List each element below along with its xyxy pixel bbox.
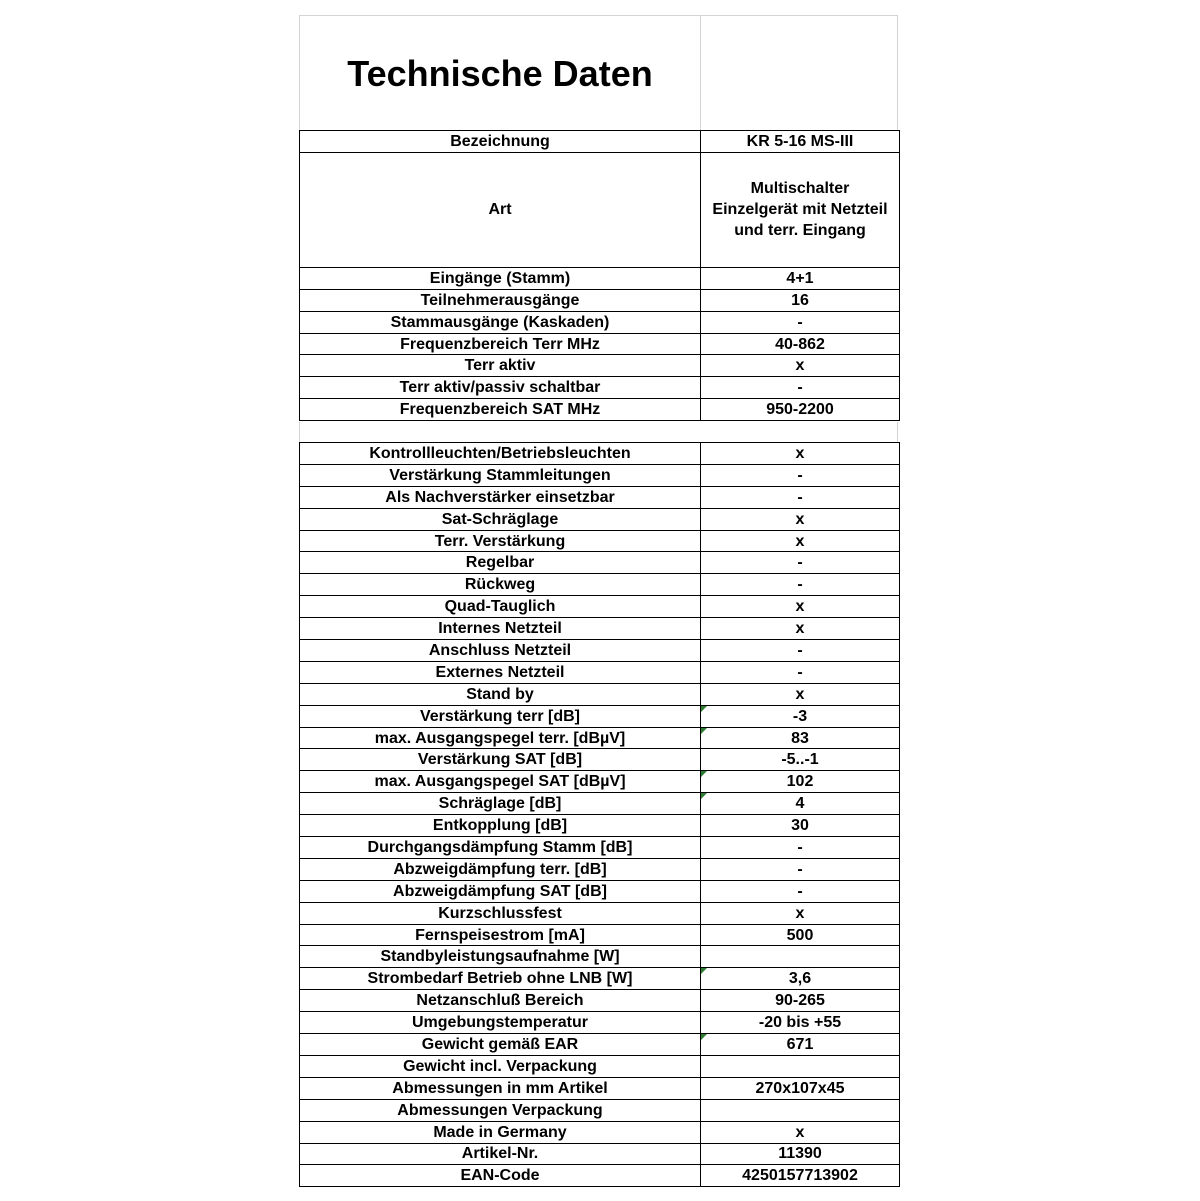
spec-value — [701, 1077, 900, 1099]
spec-label: Als Nachverstärker einsetzbar — [300, 486, 701, 508]
spec-value — [701, 618, 900, 640]
table-row — [300, 661, 900, 683]
spec-label: Netzanschluß Bereich — [300, 990, 701, 1012]
spec-value-text: 102 — [786, 773, 814, 791]
spec-label: Terr aktiv — [300, 355, 701, 377]
table-row — [300, 486, 900, 508]
spec-value-text: -3 — [792, 707, 808, 725]
table-row — [300, 355, 900, 377]
spec-label: Entkopplung [dB] — [300, 815, 701, 837]
spec-value-text: 4 — [795, 795, 805, 813]
spec-value — [701, 858, 900, 880]
spec-value — [701, 443, 900, 465]
spec-label: Terr. Verstärkung — [300, 530, 701, 552]
spec-value-text: 4250157713902 — [742, 1167, 858, 1185]
spec-label: Internes Netzteil — [300, 618, 701, 640]
spec-value-text: - — [797, 641, 803, 659]
spec-value-text: 90-265 — [775, 992, 825, 1010]
spec-value-text: x — [795, 1123, 805, 1141]
spec-value-text: - — [797, 882, 803, 900]
spec-value — [701, 574, 900, 596]
spec-value-text: 11390 — [778, 1145, 822, 1163]
table-row — [300, 508, 900, 530]
table-row — [300, 968, 900, 990]
spec-value-text: 40-862 — [775, 335, 825, 353]
spec-label: Terr aktiv/passiv schaltbar — [300, 377, 701, 399]
table-row-header — [300, 131, 900, 153]
spec-label: EAN-Code — [300, 1165, 701, 1187]
art-value-line: Einzelgerät mit Netzteil — [712, 201, 888, 219]
spec-value — [701, 924, 900, 946]
spec-value-text: 4+1 — [786, 269, 814, 287]
table-row — [300, 1055, 900, 1077]
spec-value-text: - — [797, 838, 803, 856]
spec-value — [701, 661, 900, 683]
table-row — [300, 749, 900, 771]
spec-value-text: 30 — [791, 817, 809, 835]
spec-value — [701, 311, 900, 333]
spec-value-text: x — [795, 532, 805, 550]
art-value-line: und terr. Eingang — [734, 222, 866, 240]
spec-label: Durchgangsdämpfung Stamm [dB] — [300, 837, 701, 859]
spec-label: Frequenzbereich SAT MHz — [300, 399, 701, 421]
spec-value-text: - — [797, 554, 803, 572]
spec-value — [701, 793, 900, 815]
comment-marker-icon — [701, 771, 707, 777]
comment-marker-icon — [701, 1034, 707, 1040]
spec-value — [701, 749, 900, 771]
spec-value-text: x — [795, 685, 805, 703]
spec-value — [701, 771, 900, 793]
spec-label: Made in Germany — [300, 1121, 701, 1143]
table-row — [300, 683, 900, 705]
title-empty-cell — [700, 16, 898, 132]
spec-value-text: 270x107x45 — [755, 1079, 845, 1097]
spec-value-text: - — [797, 379, 803, 397]
spec-value — [701, 990, 900, 1012]
spec-value — [701, 508, 900, 530]
table-row — [300, 1121, 900, 1143]
spec-value — [701, 640, 900, 662]
table-row — [300, 1077, 900, 1099]
table-row — [300, 1034, 900, 1056]
table-row — [300, 815, 900, 837]
spec-table-top — [299, 130, 900, 421]
spec-value — [701, 1012, 900, 1034]
spec-value — [701, 968, 900, 990]
spec-value — [701, 1099, 900, 1121]
spec-value — [701, 837, 900, 859]
spec-value — [701, 946, 900, 968]
spec-value — [701, 1055, 900, 1077]
spec-table-bottom — [299, 442, 900, 1187]
spec-label: Rückweg — [300, 574, 701, 596]
table-row — [300, 333, 900, 355]
spec-label: Eingänge (Stamm) — [300, 267, 701, 289]
spec-value — [701, 552, 900, 574]
spec-value-text: 83 — [791, 729, 809, 747]
table-row — [300, 530, 900, 552]
spec-label: Abmessungen Verpackung — [300, 1099, 701, 1121]
spec-value — [701, 1034, 900, 1056]
spec-label: Strombedarf Betrieb ohne LNB [W] — [300, 968, 701, 990]
spec-value — [701, 1143, 900, 1165]
spec-value — [701, 333, 900, 355]
spec-value-text: - — [797, 313, 803, 331]
art-value-line: Multischalter — [750, 180, 850, 198]
table-row — [300, 837, 900, 859]
spec-value — [701, 880, 900, 902]
spec-label: Stand by — [300, 683, 701, 705]
spec-value-text: x — [795, 620, 805, 638]
spec-value-text: 671 — [786, 1035, 814, 1053]
spec-label: Abzweigdämpfung SAT [dB] — [300, 880, 701, 902]
spec-value-text: -5..-1 — [781, 751, 819, 769]
table-gap — [299, 422, 898, 443]
spec-label: Abzweigdämpfung terr. [dB] — [300, 858, 701, 880]
comment-marker-icon — [701, 793, 707, 799]
spec-value — [701, 399, 900, 421]
spec-value-text: x — [795, 598, 805, 616]
spec-value-text: - — [797, 466, 803, 484]
spec-label: Regelbar — [300, 552, 701, 574]
header-label: Bezeichnung — [300, 131, 701, 153]
spec-value — [701, 705, 900, 727]
spec-value — [701, 530, 900, 552]
spec-label: max. Ausgangspegel SAT [dBµV] — [300, 771, 701, 793]
spec-label: Frequenzbereich Terr MHz — [300, 333, 701, 355]
spec-value — [701, 267, 900, 289]
spec-value — [701, 1165, 900, 1187]
spec-value-text: - — [797, 576, 803, 594]
table-row — [300, 267, 900, 289]
spec-label: Quad-Tauglich — [300, 596, 701, 618]
spec-value — [701, 1121, 900, 1143]
spec-value — [701, 902, 900, 924]
table-row — [300, 289, 900, 311]
spec-value — [701, 815, 900, 837]
spec-value-text: x — [795, 357, 805, 375]
spec-value — [701, 727, 900, 749]
comment-marker-icon — [701, 728, 707, 734]
title-row — [299, 15, 898, 131]
spec-label: Anschluss Netzteil — [300, 640, 701, 662]
table-row — [300, 640, 900, 662]
header-value: KR 5-16 MS-III — [701, 131, 900, 153]
table-row — [300, 399, 900, 421]
table-row — [300, 727, 900, 749]
table-row-art — [300, 152, 900, 267]
spec-value-text: x — [795, 510, 805, 528]
spec-label: Externes Netzteil — [300, 661, 701, 683]
spec-label: Teilnehmerausgänge — [300, 289, 701, 311]
spec-label: Fernspeisestrom [mA] — [300, 924, 701, 946]
table-row — [300, 924, 900, 946]
table-row — [300, 771, 900, 793]
spec-value-text: x — [795, 444, 805, 462]
table-row — [300, 443, 900, 465]
spec-value — [701, 683, 900, 705]
table-row — [300, 946, 900, 968]
table-row — [300, 990, 900, 1012]
spec-label: Abmessungen in mm Artikel — [300, 1077, 701, 1099]
art-value — [701, 152, 900, 267]
table-row — [300, 377, 900, 399]
spec-value-text: - — [797, 663, 803, 681]
table-row — [300, 705, 900, 727]
spec-value-text: 3,6 — [788, 970, 812, 988]
spec-label: Schräglage [dB] — [300, 793, 701, 815]
art-label: Art — [300, 152, 701, 267]
spec-value — [701, 355, 900, 377]
spec-value-text: 500 — [786, 926, 814, 944]
table-row — [300, 1165, 900, 1187]
spec-label: Stammausgänge (Kaskaden) — [300, 311, 701, 333]
spec-value-text: 16 — [791, 291, 809, 309]
spec-label: Kurzschlussfest — [300, 902, 701, 924]
table-row — [300, 902, 900, 924]
spec-value-text: x — [795, 904, 805, 922]
table-row — [300, 1143, 900, 1165]
spec-value-text: 950-2200 — [766, 401, 834, 419]
spec-value — [701, 464, 900, 486]
spec-value-text: - — [797, 488, 803, 506]
spec-label: Umgebungstemperatur — [300, 1012, 701, 1034]
spec-label: Gewicht gemäß EAR — [300, 1034, 701, 1056]
comment-marker-icon — [701, 706, 707, 712]
spec-label: Verstärkung terr [dB] — [300, 705, 701, 727]
table-row — [300, 1099, 900, 1121]
table-row — [300, 880, 900, 902]
table-row — [300, 858, 900, 880]
spec-label: max. Ausgangspegel terr. [dBµV] — [300, 727, 701, 749]
table-row — [300, 618, 900, 640]
spec-label: Kontrollleuchten/Betriebsleuchten — [300, 443, 701, 465]
spec-value-text: -20 bis +55 — [758, 1014, 842, 1032]
spec-value — [701, 596, 900, 618]
spec-label: Gewicht incl. Verpackung — [300, 1055, 701, 1077]
spec-label: Verstärkung SAT [dB] — [300, 749, 701, 771]
table-row — [300, 574, 900, 596]
spec-label: Verstärkung Stammleitungen — [300, 464, 701, 486]
spec-value — [701, 377, 900, 399]
spec-value — [701, 486, 900, 508]
table-row — [300, 596, 900, 618]
table-row — [300, 311, 900, 333]
spec-value — [701, 289, 900, 311]
table-row — [300, 552, 900, 574]
page-title: Technische Daten — [347, 53, 653, 94]
spec-value-text: - — [797, 860, 803, 878]
spec-label: Artikel-Nr. — [300, 1143, 701, 1165]
spec-label: Sat-Schräglage — [300, 508, 701, 530]
table-row — [300, 793, 900, 815]
table-row — [300, 464, 900, 486]
comment-marker-icon — [701, 968, 707, 974]
spec-label: Standbyleistungsaufnahme [W] — [300, 946, 701, 968]
table-row — [300, 1012, 900, 1034]
